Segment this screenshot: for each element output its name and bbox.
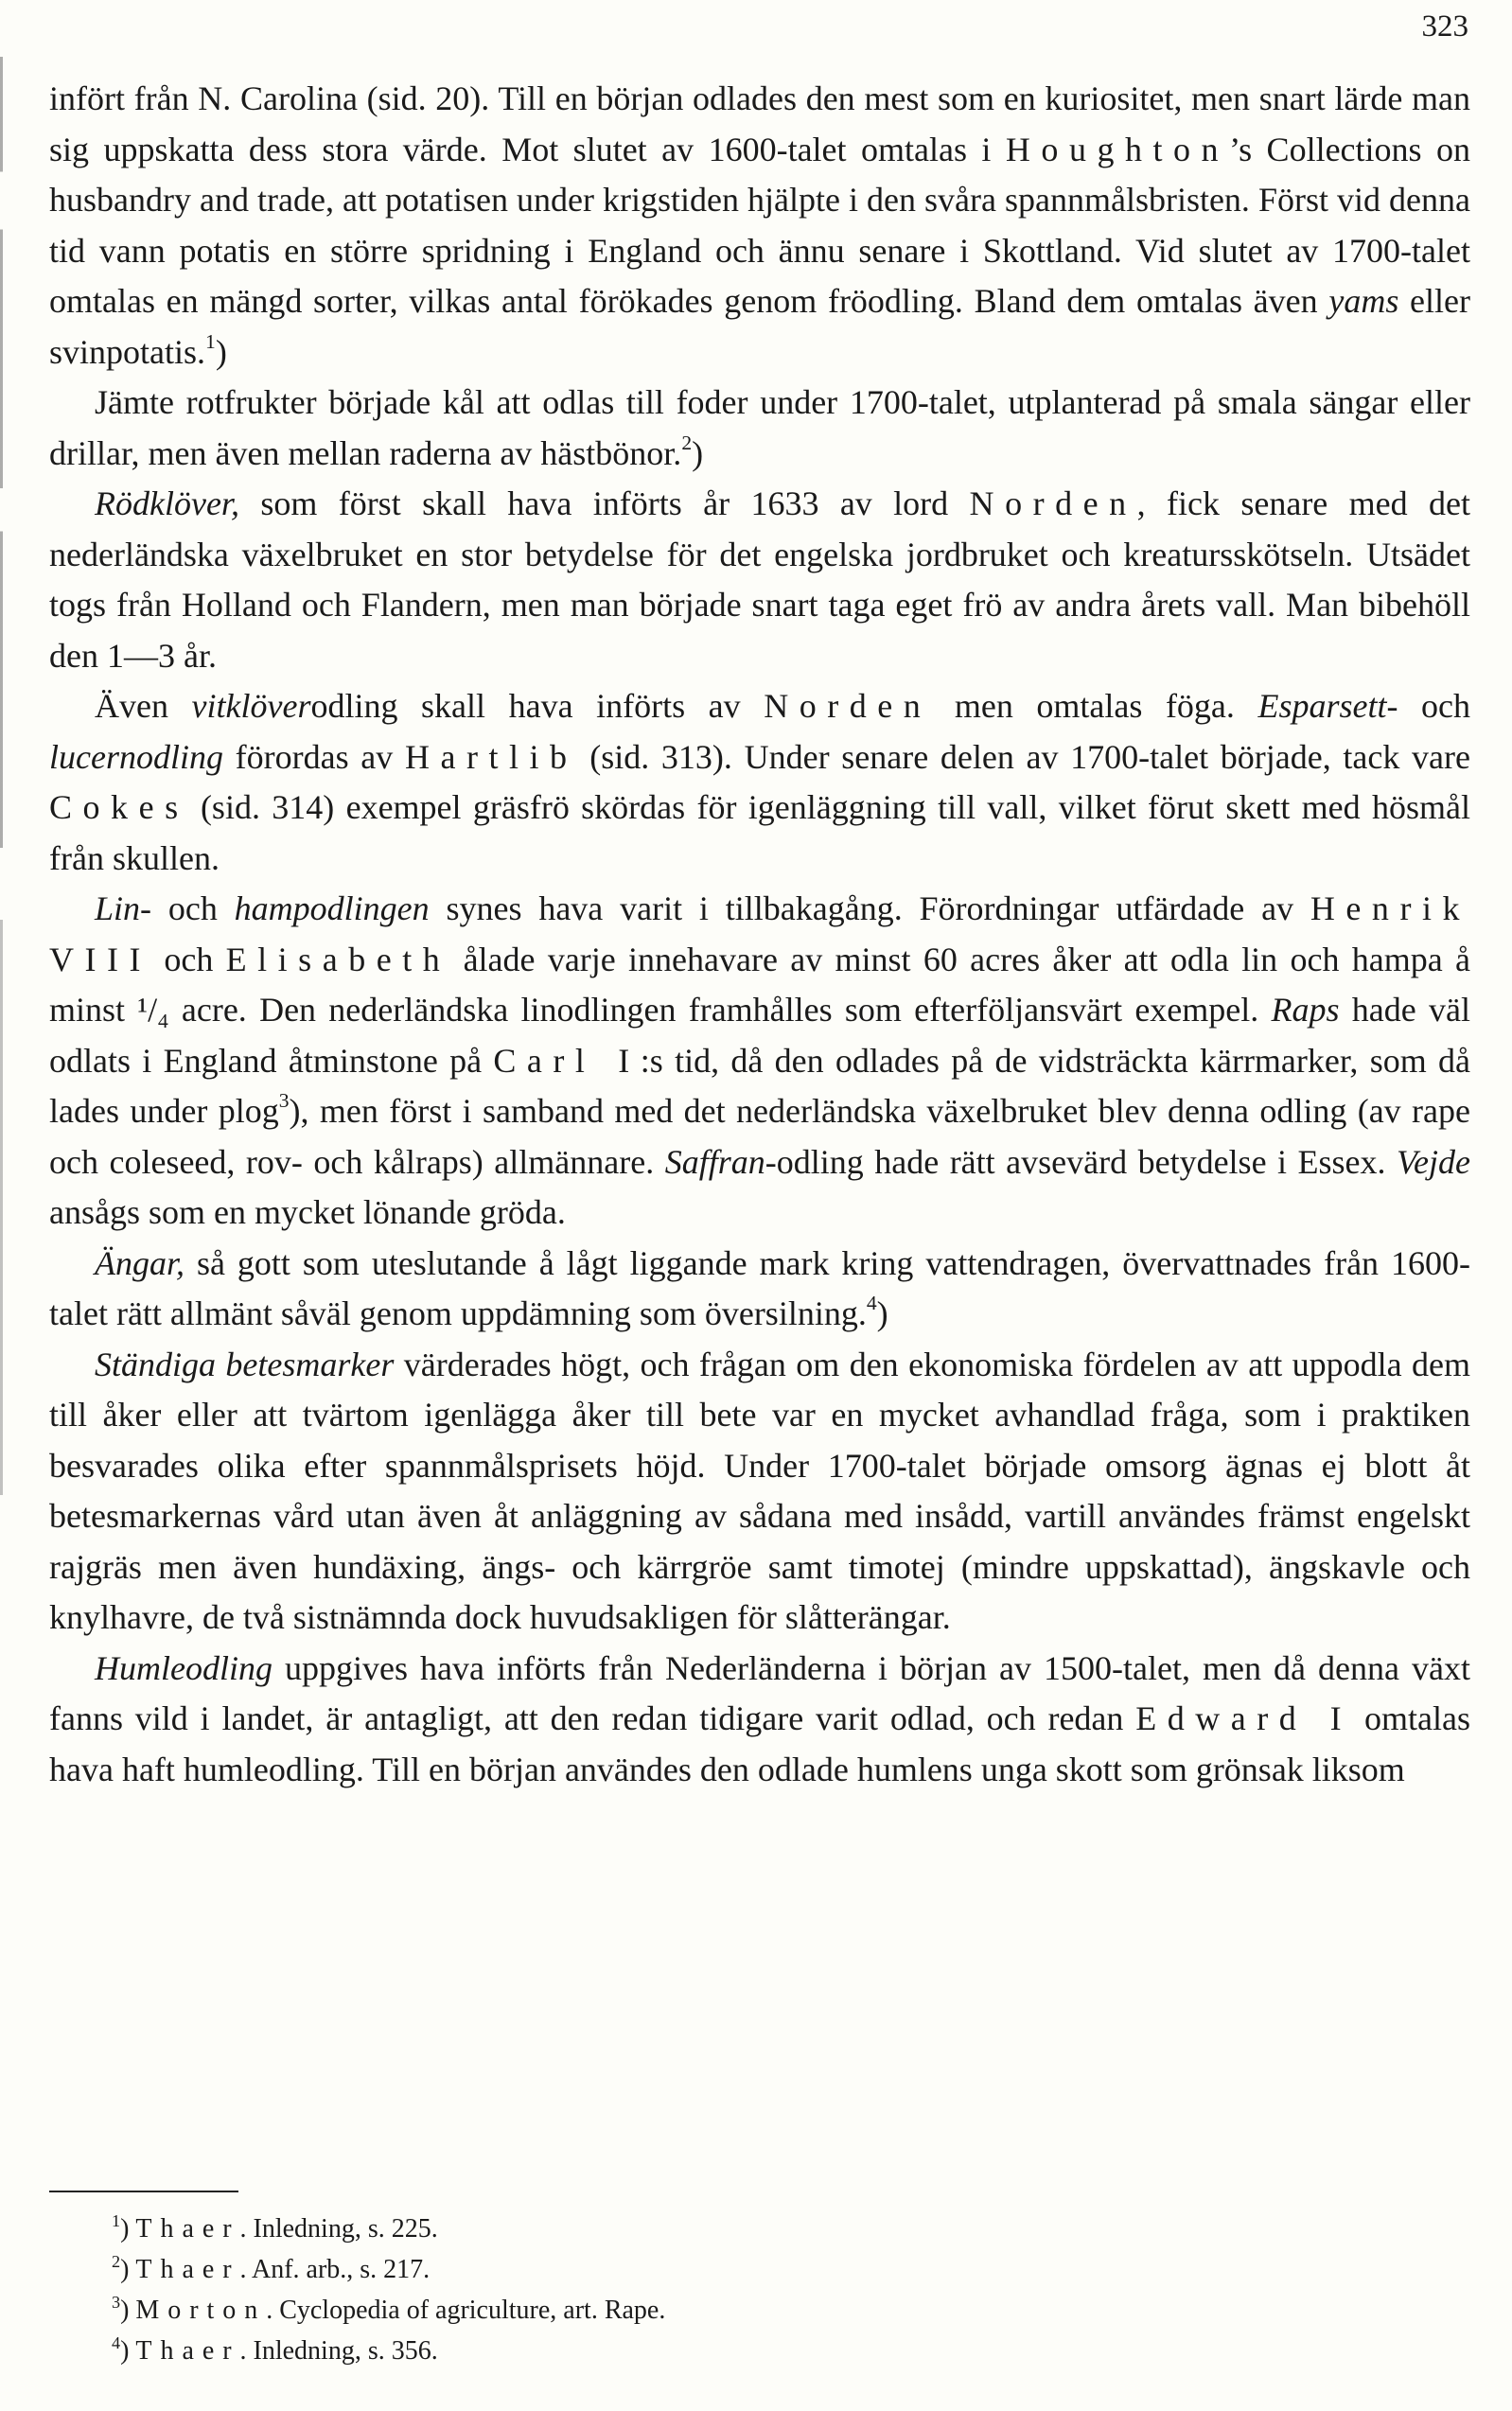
text-run: ), men först i samband med det nederländska växelbruket blev denna odling (av rape och coleseed, rov- och kålraps) allmännare. <box>49 1092 1470 1181</box>
text-run: odling hade rätt avsevärd betydelse i Essex. <box>776 1142 1398 1181</box>
scan-margin-line <box>0 57 3 1495</box>
italic-term: hampodlingen <box>234 889 430 927</box>
text-run: ) <box>876 1294 888 1332</box>
italic-term: lucernodling <box>49 737 223 776</box>
page-number: 323 <box>1421 9 1468 44</box>
footnotes <box>49 2205 1374 2367</box>
text-run: ’s Collections on husbandry and trade, att potatisen under krigstiden hjälpte i den svåra spannmålsbristen. Först vid denna tid vann potatis en större spridning i England och ännu senare i Skottland. Vid slutet av 1700-talet omtalas en mängd sorter, vilkas antal förökades genom fröodling. Bland dem omtalas även <box>49 130 1470 320</box>
footnote-divider <box>49 2191 238 2192</box>
footnote-paren: ) <box>120 2254 136 2284</box>
paragraph <box>49 681 1470 884</box>
footnote-text: . Inledning, s. 225. <box>239 2213 438 2244</box>
italic-term: Humleodling <box>95 1648 273 1687</box>
italic-term: Rödklöver, <box>95 484 239 522</box>
italic-term: vitklöver <box>191 687 311 725</box>
text-run: (sid. 314) exempel gräsfrö skördas för igenläggning till vall, vilket förut skett med hösmål från skullen. <box>49 788 1470 877</box>
text-run: men omtalas föga. <box>931 687 1258 725</box>
spaced-name: Cokes <box>49 788 189 826</box>
italic-term: Saffran- <box>664 1142 777 1181</box>
footnote-text: . Anf. arb., s. 217. <box>239 2254 431 2284</box>
footnote-number: 3 <box>112 2292 121 2312</box>
paragraph <box>49 1644 1470 1796</box>
text-run: , fick senare med det nederländska växelbruket en stor betydelse för det engelska jordbruket och kreatursskötseln. Utsädet togs från Holland och Flandern, men man började snart taga eget frö av andra årets vall. Man bibehöll den 1—3 år. <box>49 484 1470 675</box>
footnote-number: 4 <box>112 2332 121 2352</box>
footnote <box>49 2286 1374 2327</box>
text-run: Även <box>95 687 192 725</box>
text-run: ) <box>692 433 704 472</box>
text-run: infört från N. Carolina (sid. 20). Till en början odlades den mest som en kuriositet, men snart lärde man sig uppskatta dess stora värde. Mot slutet av 1600-talet omtalas i <box>49 79 1470 168</box>
spaced-name: Carl I <box>493 1041 641 1080</box>
text-run: ) <box>215 332 227 371</box>
text-run: som först skall hava införts år 1633 av lord <box>238 484 970 522</box>
paragraph <box>49 479 1470 681</box>
text-run: och <box>151 940 226 978</box>
text-run: och <box>151 889 235 927</box>
spaced-name: Henrik VIII <box>49 889 1470 978</box>
italic-term: Vejde <box>1397 1142 1470 1181</box>
footnote-number: 1 <box>112 2211 121 2230</box>
footnote-paren: ) <box>120 2213 136 2244</box>
text-run: ålade varje innehavare av minst 60 acres åker att odla lin och hampa å minst ¹/₄ acre. Den nederländska linodlingen framhålles som efterföljansvärt exempel. <box>49 940 1470 1029</box>
italic-term: Ständiga betesmarker <box>95 1345 395 1383</box>
text-run: uppgives hava införts från Nederländerna i början av 1500-talet, men då denna växt fanns vild i landet, är antagligt, att den redan tidigare varit odlad, och redan <box>49 1648 1470 1737</box>
paragraph <box>49 884 1470 1239</box>
footnote-ref: 4 <box>866 1291 877 1314</box>
footnote <box>49 2327 1374 2367</box>
footnote-author: Thaer <box>135 2213 240 2244</box>
text-run: och <box>1398 687 1471 725</box>
italic-term: Ängar, <box>95 1243 185 1282</box>
footnote-number: 2 <box>112 2251 121 2271</box>
footnote-text: . Inledning, s. 356. <box>239 2335 438 2366</box>
footnote-ref: 2 <box>681 431 693 454</box>
text-run: odling skall hava införts av <box>310 687 765 725</box>
text-run: synes hava varit i tillbakagång. Förordningar utfärdade av <box>429 889 1310 927</box>
footnote-ref: 1 <box>205 329 216 353</box>
italic-term: Lin- <box>95 889 152 927</box>
paragraph <box>49 74 1470 378</box>
footnote <box>49 2205 1374 2245</box>
italic-term: yams <box>1328 282 1399 320</box>
spaced-name: Norden <box>969 484 1137 522</box>
body-text <box>49 74 1470 1795</box>
text-run: förordas av <box>222 737 405 776</box>
footnote-ref: 3 <box>278 1088 290 1112</box>
spaced-name: Edward I <box>1135 1699 1353 1737</box>
spaced-name: Hartlib <box>404 737 578 776</box>
text-run: omtalas hava haft humleodling. Till en början användes den odlade humlens unga skott som grönsak liksom <box>49 1699 1470 1788</box>
footnote-author: Morton <box>135 2295 267 2325</box>
paragraph <box>49 1239 1470 1340</box>
italic-term: Esparsett- <box>1257 687 1398 725</box>
footnote-text: . Cyclopedia of agriculture, art. Rape. <box>266 2295 666 2325</box>
text-run: ansågs som en mycket lönande gröda. <box>49 1193 566 1231</box>
paragraph <box>49 378 1470 479</box>
footnote-paren: ) <box>120 2335 136 2366</box>
spaced-name: Norden <box>764 687 932 725</box>
text-run: hade väl odlats i England åtminstone på <box>49 991 1470 1080</box>
text-run: eller svinpotatis. <box>49 282 1470 371</box>
text-run: :s tid, då den odlades på de vidsträckta kärrmarker, som då lades under plog <box>49 1041 1470 1130</box>
paragraph <box>49 1340 1470 1644</box>
spaced-name: Elisabeth <box>225 940 451 978</box>
text-run: värderades högt, och frågan om den ekonomiska fördelen av att uppodla dem till åker eller att tvärtom igenlägga åker till bete var en mycket avhandlad fråga, som i praktiken besvarades olika efter spannmålsprisets höjd. Under 1700-talet började omsorg ägnas ej blott åt betesmarkernas vård utan även åt anläggning av sådana med insådd, vartill användes främst engelskt rajgräs men även hundäxing, ängs- och kärrgröe samt timotej (mindre uppskattad), ängskavle och knylhavre, de två sistnämnda dock huvudsakligen för slåtterängar. <box>49 1345 1471 1636</box>
text-run: (sid. 313). Under senare delen av 1700-talet började, tack vare <box>577 737 1470 776</box>
text-run: Jämte rotfrukter började kål att odlas till foder under 1700-talet, utplanterad på smala sängar eller drillar, men även mellan raderna av hästbönor. <box>49 383 1470 472</box>
footnote <box>49 2245 1374 2286</box>
footnote-paren: ) <box>120 2295 136 2325</box>
footnote-author: Thaer <box>135 2335 240 2366</box>
text-run: så gott som uteslutande å lågt liggande mark kring vattendragen, övervattnades från 1600-talet rätt allmänt såväl genom uppdämning som översilning. <box>49 1243 1470 1332</box>
spaced-name: Houghton <box>1005 130 1230 168</box>
italic-term: Raps <box>1271 991 1340 1029</box>
footnote-author: Thaer <box>135 2254 240 2284</box>
